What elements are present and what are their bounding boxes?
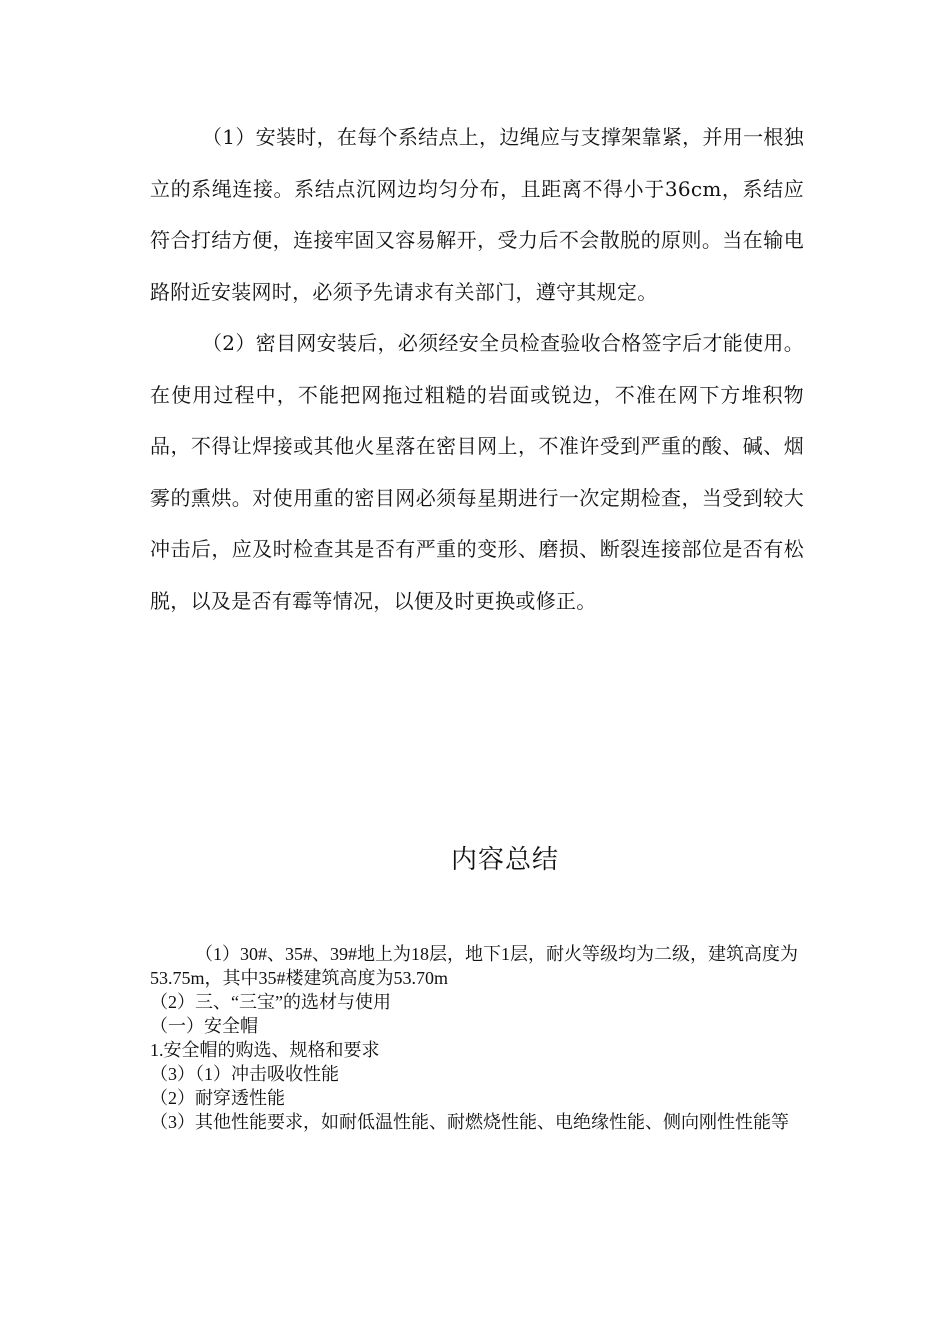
paragraph-installation: （1）安装时，在每个系结点上，边绳应与支撑架靠紧，并用一根独立的系绳连接。系结点沉网边均匀分布，且距离不得小于36cm，系结应符合打结方便，连接牢固又容易解开，受力后不会散脱的原则。当在输电路附近安装网时，必须予先请求有关部门，遵守其规定。 bbox=[150, 125, 804, 304]
summary-item: （2）耐穿透性能 bbox=[150, 1088, 285, 1108]
summary-item: （3）（1）冲击吸收性能 bbox=[150, 1064, 339, 1084]
summary-item: （一）安全帽 bbox=[150, 1016, 258, 1036]
summary-item: 1.安全帽的购选、规格和要求 bbox=[150, 1040, 380, 1060]
summary-list bbox=[150, 942, 800, 1134]
summary-item: （1）30#、35#、39#地上为18层，地下1层，耐火等级均为二级，建筑高度为53.75m，其中35#楼建筑高度为53.70m bbox=[150, 944, 798, 988]
body-text bbox=[150, 112, 804, 627]
summary-item: （3）其他性能要求，如耐低温性能、耐燃烧性能、电绝缘性能、侧向刚性性能等 bbox=[150, 1112, 789, 1132]
summary-item: （2）三、“三宝”的选材与使用 bbox=[150, 992, 391, 1012]
paragraph-usage-inspection: （2）密目网安装后，必须经安全员检查验收合格签字后才能使用。在使用过程中，不能把网拖过粗糙的岩面或锐边，不准在网下方堆积物品，不得让焊接或其他火星落在密目网上，不准许受到严重的酸、碱、烟雾的熏烘。对使用重的密目网必须每星期进行一次定期检查，当受到较大冲击后，应及时检查其是否有严重的变形、磨损、断裂连接部位是否有松脱，以及是否有霉等情况，以便及时更换或修正。 bbox=[150, 331, 804, 613]
summary-title: 内容总结 bbox=[450, 845, 559, 875]
